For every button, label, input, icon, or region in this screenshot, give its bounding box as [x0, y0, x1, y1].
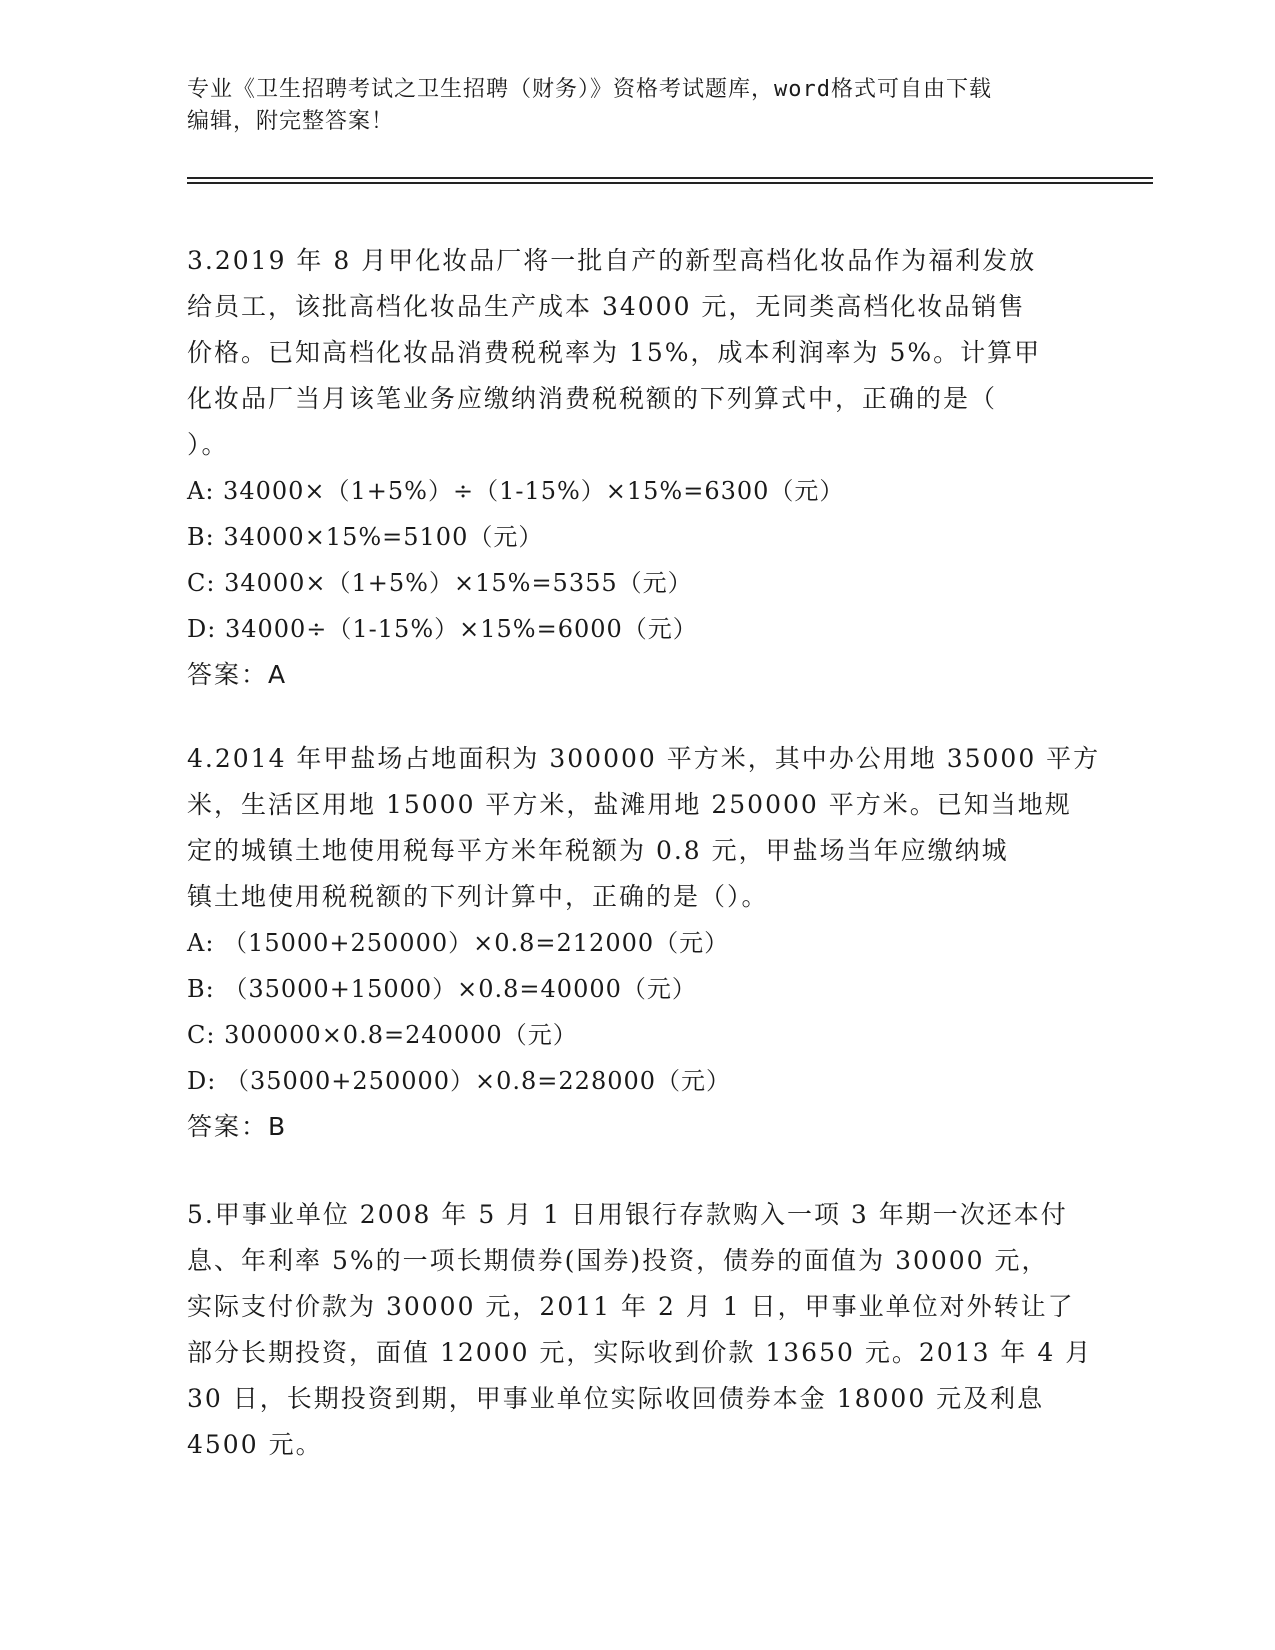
- option-c: C: 300000×0.8=240000（元）: [187, 1021, 578, 1049]
- header-line: 编辑，附完整答案！: [187, 109, 395, 134]
- question-text-line: 价格。已知高档化妆品消费税税率为 15%，成本利润率为 5%。计算甲: [187, 338, 1042, 367]
- header-line: 专业《卫生招聘考试之卫生招聘（财务）》资格考试题库，word格式可自由下载: [187, 77, 992, 102]
- question-text-line: 部分长期投资，面值 12000 元，实际收到价款 13650 元。2013 年 4 月: [187, 1338, 1093, 1367]
- header-divider: [187, 177, 1153, 179]
- question-text-line: 化妆品厂当月该笔业务应缴纳消费税税额的下列算式中，正确的是（: [187, 384, 998, 413]
- option-a: A: 34000×（1+5%）÷（1-15%）×15%=6300（元）: [187, 477, 845, 505]
- option-b: B: （35000+15000）×0.8=40000（元）: [187, 975, 697, 1003]
- option-c: C: 34000×（1+5%）×15%=5355（元）: [187, 569, 693, 597]
- answer-label: 答案：A: [187, 660, 288, 689]
- question-text-line: 实际支付价款为 30000 元，2011 年 2 月 1 日，甲事业单位对外转让了: [187, 1292, 1075, 1321]
- question-text-line: 4.2014 年甲盐场占地面积为 300000 平方米，其中办公用地 35000 平方: [187, 744, 1101, 773]
- question-3: [187, 238, 1087, 698]
- answer-label: 答案：B: [187, 1112, 288, 1141]
- document-header: [187, 74, 1087, 138]
- question-text-line: 息、年利率 5%的一项长期债券(国券)投资，债券的面值为 30000 元，: [187, 1246, 1049, 1275]
- option-d: D: （35000+250000）×0.8=228000（元）: [187, 1067, 732, 1095]
- question-text-line: 镇土地使用税税额的下列计算中，正确的是（）。: [187, 882, 769, 911]
- question-text-line: 米，生活区用地 15000 平方米，盐滩用地 250000 平方米。已知当地规: [187, 790, 1072, 819]
- option-d: D: 34000÷（1-15%）×15%=6000（元）: [187, 615, 698, 643]
- question-text-line: ）。: [187, 430, 229, 459]
- header-divider: [187, 182, 1153, 184]
- question-text-line: 5.甲事业单位 2008 年 5 月 1 日用银行存款购入一项 3 年期一次还本付: [187, 1200, 1068, 1229]
- question-text-line: 4500 元。: [187, 1430, 323, 1459]
- option-a: A: （15000+250000）×0.8=212000（元）: [187, 929, 730, 957]
- question-text-line: 3.2019 年 8 月甲化妆品厂将一批自产的新型高档化妆品作为福利发放: [187, 246, 1037, 275]
- question-text-line: 定的城镇土地使用税每平方米年税额为 0.8 元，甲盐场当年应缴纳城: [187, 836, 1009, 865]
- option-b: B: 34000×15%=5100（元）: [187, 523, 544, 551]
- question-text-line: 30 日，长期投资到期，甲事业单位实际收回债券本金 18000 元及利息: [187, 1384, 1045, 1413]
- question-text-line: 给员工，该批高档化妆品生产成本 34000 元，无同类高档化妆品销售: [187, 292, 1026, 321]
- question-5: [187, 1192, 1093, 1468]
- question-4: [187, 736, 1101, 1150]
